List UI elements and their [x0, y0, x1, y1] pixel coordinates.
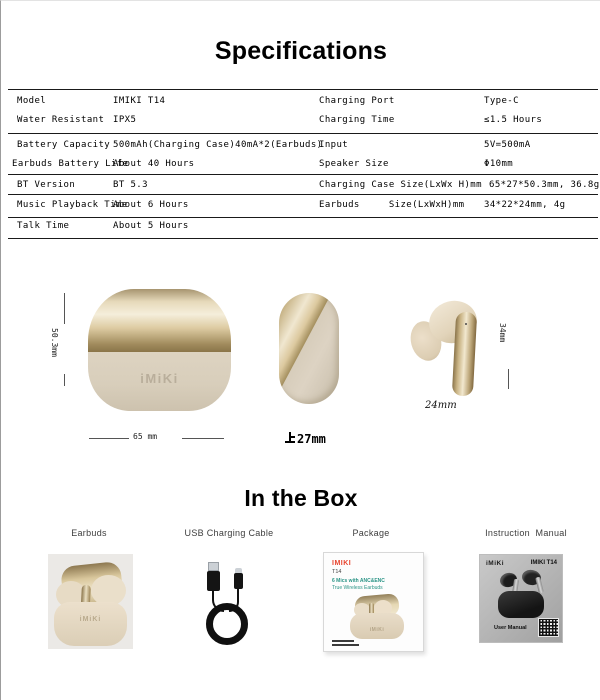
usb-a-connector-tip — [208, 562, 219, 571]
instruction-manual-photo — [479, 554, 563, 643]
spec-value: 500mAh(Charging Case)40mA*2(Earbuds) — [113, 140, 323, 150]
case-depth-label: 27mm — [285, 432, 326, 446]
package-fine-print — [332, 644, 359, 646]
package-model: T14 — [332, 569, 342, 575]
package-brand: IMIKI — [332, 560, 352, 567]
brand-logo: iMiKi — [486, 560, 505, 567]
spec-label: BT Version — [17, 180, 76, 190]
shang-glyph — [285, 432, 295, 443]
dimension-line — [64, 374, 65, 386]
in-the-box-title: In the Box — [244, 485, 358, 511]
spec-value: 34*22*24mm, 4g — [484, 200, 566, 210]
qr-code — [539, 619, 558, 636]
manual-title: IMIKI T14 — [530, 560, 557, 566]
item-label-earbuds: Earbuds — [71, 528, 107, 538]
dimension-line — [182, 438, 224, 439]
charging-case-front-image — [88, 289, 231, 411]
case-height-label: 50.3mm — [50, 328, 59, 357]
spec-value: About 6 Hours — [113, 200, 189, 210]
spec-label: Speaker Size — [319, 159, 389, 169]
table-divider — [8, 194, 598, 195]
spec-label: Input — [319, 140, 349, 150]
package-feature-line2: True Wireless Earbuds — [332, 585, 383, 591]
cable-coil — [206, 603, 248, 645]
spec-value: 65*27*50.3mm, 36.8g — [489, 180, 600, 190]
earbud-mic-hole — [465, 323, 467, 325]
usb-a-connector — [207, 571, 220, 591]
package-fine-print — [332, 640, 354, 642]
spec-label: Charging Port — [319, 96, 395, 106]
spec-label: Water Resistant — [17, 115, 105, 125]
table-divider — [8, 133, 598, 134]
table-divider — [8, 174, 598, 175]
usb-c-connector — [234, 573, 243, 589]
usb-cable-photo — [201, 556, 253, 649]
item-label-manual: Instruction Manual — [485, 528, 567, 538]
case-body — [54, 602, 127, 646]
package-feature-line1: 6 Mics with ANC&ENC — [332, 578, 385, 584]
spec-value: IPX5 — [113, 115, 137, 125]
spec-value: IMIKI T14 — [113, 96, 166, 106]
table-divider — [8, 217, 598, 218]
spec-table — [8, 89, 598, 239]
case-width-label: 65 mm — [133, 432, 158, 441]
spec-label: Charging Case Size(LxWx H)mm — [319, 180, 482, 190]
earbud-length-label: 24mm — [425, 400, 457, 411]
spec-value: About 40 Hours — [113, 159, 195, 169]
brand-logo: iMiKi — [79, 616, 102, 623]
dimension-line — [89, 438, 129, 439]
spec-label: Talk Time — [17, 221, 70, 231]
earbud-height-label: 34mm — [498, 323, 507, 343]
spec-label: Earbuds Battery Life — [12, 159, 129, 169]
spec-label: Music Playback Time — [17, 200, 128, 210]
brand-logo: iMiKi — [140, 371, 179, 386]
spec-value: BT 5.3 — [113, 180, 148, 190]
table-divider — [8, 89, 598, 90]
dimension-line — [64, 293, 65, 324]
item-label-package: Package — [352, 528, 390, 538]
dimension-line — [508, 369, 509, 389]
case-lid-metallic — [88, 289, 231, 352]
brand-logo: iMiKi — [369, 627, 385, 633]
spec-value: Type-C — [484, 96, 519, 106]
spec-label: Charging Time — [319, 115, 395, 125]
spec-label: Battery Capacity — [17, 140, 111, 150]
spec-value: ≤1.5 Hours — [484, 115, 543, 125]
spec-value: About 5 Hours — [113, 221, 189, 231]
package-box-photo — [323, 552, 424, 652]
earbuds-photo — [48, 554, 133, 649]
package-case-body — [350, 613, 404, 639]
spec-value: Φ10mm — [484, 159, 514, 169]
spec-label: Model — [17, 96, 47, 106]
charging-case-side-image — [279, 293, 339, 404]
page-title: Specifications — [214, 37, 388, 65]
manual-case — [498, 591, 544, 618]
user-manual-label: User Manual — [494, 625, 527, 631]
spec-label: Earbuds Size(LxWxH)mm — [319, 200, 465, 210]
table-divider — [8, 238, 598, 239]
spec-value: 5V=500mA — [484, 140, 531, 150]
item-label-usb-cable: USB Charging Cable — [184, 528, 274, 538]
